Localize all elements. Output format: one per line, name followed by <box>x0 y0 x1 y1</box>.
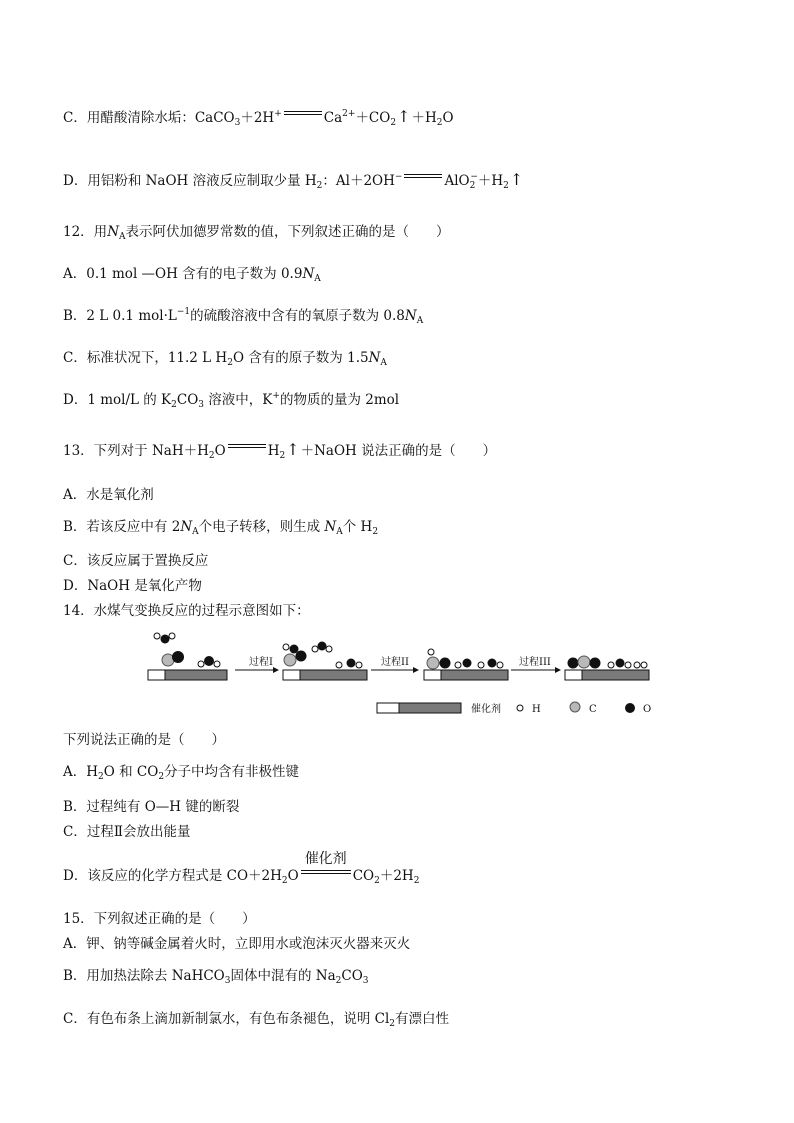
h-atom <box>641 662 647 668</box>
q13-stem: 13．下列对于 $NaH+H_2O$ $H_2↑+NaOH$ 说法正确的是（ ） <box>63 440 497 461</box>
h-atom <box>634 662 640 668</box>
o-atom <box>172 651 184 663</box>
stage-after-2 <box>424 649 508 680</box>
catalyst-condition-equals: 催化剂 <box>301 866 351 878</box>
equals-sign <box>404 172 442 182</box>
stage-after-1 <box>283 642 367 681</box>
stage-after-3 <box>565 656 649 680</box>
o-atom <box>440 658 451 669</box>
q12-stem: 12．用$N_A$表示阿伏加德罗常数的值，下列叙述正确的是（ ） <box>63 224 450 242</box>
o-atom <box>568 658 579 669</box>
q13-option-c: C．该反应属于置换反应 <box>63 553 209 569</box>
process-1-arrow <box>235 655 279 673</box>
q11-option-d: D．用铝粉和 NaOH 溶液反应制取少量 $H_2$：Al＋2OH− $AlO_2^-+H_2↑$ <box>63 170 524 191</box>
h-atom <box>214 661 220 667</box>
q14-stem: 14．水煤气变换反应的过程示意图如下： <box>63 603 310 619</box>
h-atom <box>326 646 332 652</box>
svg-text:过程III: 过程III <box>519 657 551 668</box>
legend-o-atom <box>625 703 635 713</box>
q12-option-a: A．0.1 mol —OH 含有的电子数为 $0.9N_A$ <box>63 266 321 284</box>
h-atom <box>455 662 461 668</box>
o-atom <box>463 659 472 668</box>
o-atom <box>347 659 356 668</box>
legend-c-atom <box>570 702 580 712</box>
o-atom <box>161 635 170 644</box>
q12-option-b: B．2 L 0.1 $mol\cdot L^{-1}$的硫酸溶液中含有的氧原子数为 $0.8N_A$ <box>63 307 424 326</box>
q15-option-a: A．钾、钠等碱金属着火时，立即用水或泡沫灭火器来灭火 <box>63 936 411 952</box>
equals-sign <box>284 109 322 119</box>
h-atom <box>283 644 289 650</box>
gas-arrow-icon: ↑ <box>397 107 411 126</box>
svg-text:过程I: 过程I <box>249 657 273 668</box>
q13-option-b: B．若该反应中有 $2N_A$个电子转移，则生成 $N_A$个 $H_2$ <box>63 519 379 537</box>
catalyst-bar-dark <box>165 670 227 680</box>
h-atom <box>198 661 204 667</box>
h-atom <box>356 662 362 668</box>
h-atom <box>625 662 631 668</box>
h-atom <box>312 646 318 652</box>
q14-ask: 下列说法正确的是（ ） <box>63 732 225 748</box>
diagram-legend <box>377 702 651 715</box>
h-atom <box>497 662 503 668</box>
process-2-arrow <box>371 655 419 673</box>
catalyst-bar-light <box>148 670 165 680</box>
q15-stem: 15．下列叙述正确的是（ ） <box>63 911 256 927</box>
q13-option-d: D．NaOH 是氧化产物 <box>63 578 202 594</box>
q14-option-b: B．过程纯有 O—H 键的断裂 <box>63 799 240 815</box>
water-gas-shift-diagram <box>145 630 660 720</box>
c-atom <box>284 654 296 666</box>
q13-option-a: A．水是氧化剂 <box>63 487 154 503</box>
q14-option-a: A．$H_2O$ 和 $CO_2$分子中均含有非极性键 <box>63 764 300 782</box>
q11-option-c: C．用醋酸清除水垢：CaCO$_3$＋2H+ $Ca^{2+}+CO_2↑+H_2O$ <box>63 107 454 128</box>
q15-option-b: B．用加热法除去 NaHCO$_3$固体中混有的 $Na_2CO_3$ <box>63 968 369 986</box>
legend-catalyst-dark <box>399 703 461 713</box>
gas-arrow-icon: ↑ <box>286 440 300 459</box>
h-atom <box>169 633 175 639</box>
gas-arrow-icon: ↑ <box>509 170 524 189</box>
q14-option-c: C．过程Ⅱ会放出能量 <box>63 824 191 840</box>
svg-text:催化剂: 催化剂 <box>471 704 501 715</box>
c-atom <box>578 656 590 668</box>
h-atom <box>608 662 614 668</box>
o-atom <box>590 658 601 669</box>
equals-sign <box>228 442 266 452</box>
q12-option-c: C．标准状况下，11.2 L $H_2O$ 含有的原子数为 $1.5N_A$ <box>63 350 387 368</box>
o-atom <box>204 656 214 666</box>
svg-text:过程II: 过程II <box>381 657 409 668</box>
q15-option-c: C．有色布条上滴加新制氯水，有色布条褪色，说明 $Cl_2$有漂白性 <box>63 1011 450 1029</box>
o-atom <box>488 659 497 668</box>
o-atom <box>318 642 327 651</box>
h-atom <box>154 633 160 639</box>
o-atom <box>296 651 307 662</box>
h-atom <box>428 649 434 655</box>
svg-text:C: C <box>589 704 597 715</box>
svg-text:O: O <box>643 704 652 715</box>
legend-h-atom <box>517 705 523 711</box>
o-atom <box>616 659 625 668</box>
h-atom <box>336 662 342 668</box>
q12-option-d: D．1 mol/L 的 $K_2CO_3$ 溶液中，K+的物质的量为 2mol <box>63 391 400 410</box>
stage-initial <box>148 633 227 680</box>
svg-text:H: H <box>532 704 541 715</box>
q14-option-d: D．该反应的化学方程式是 $CO+2H_2O$ 催化剂 $CO_2+2H_2$ <box>63 851 420 886</box>
c-atom <box>427 657 439 669</box>
process-3-arrow <box>511 655 561 673</box>
legend-catalyst-light <box>377 703 399 713</box>
h-atom <box>478 662 484 668</box>
